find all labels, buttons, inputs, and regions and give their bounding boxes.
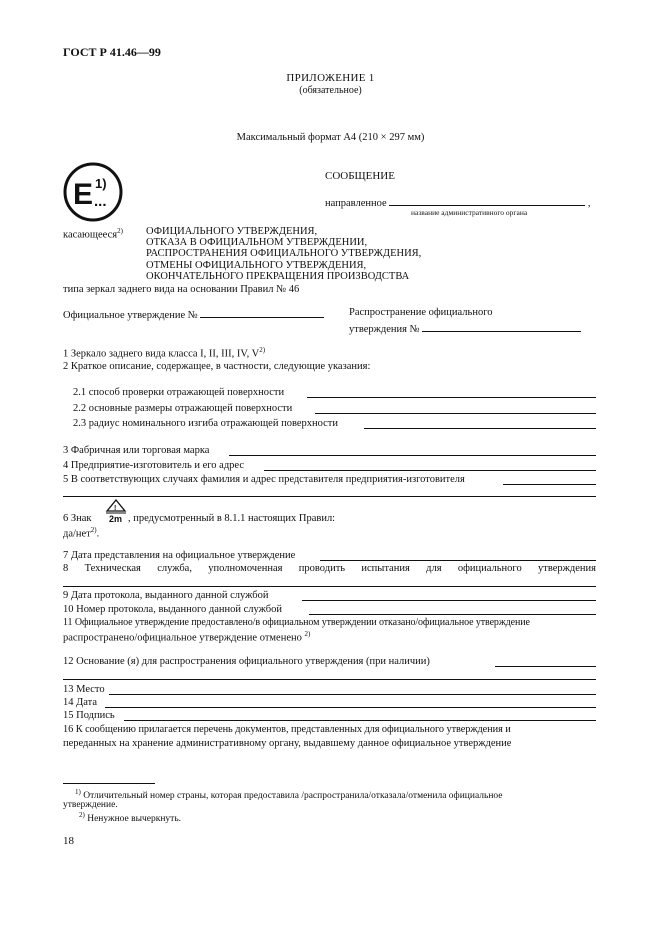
approval-number-line: Официальное утверждение № (63, 307, 324, 321)
item-9-label: 9 Дата протокола, выданного данной службой (63, 590, 269, 601)
item-9-field[interactable] (302, 600, 596, 601)
item-2-1-label: 2.1 способ проверки отражающей поверхности (73, 387, 285, 398)
item-13-field[interactable] (109, 694, 596, 695)
extension-number-line: утверждения № (349, 321, 581, 335)
item-14-label: 14 Дата (63, 697, 98, 708)
concerning-label: касающееся$^{2)}$ (63, 227, 123, 241)
item-5-field[interactable] (503, 484, 596, 485)
item-6-text: , предусмотренный в 8.1.1 настоящих Правил: (128, 513, 336, 524)
item-7-field[interactable] (320, 560, 596, 561)
item-14-field[interactable] (105, 707, 596, 708)
item-11-line-b: распространено/официальное утверждение отменено $^{2)}$ (63, 630, 311, 644)
type-line: типа зеркал заднего вида на основании Правил № 46 (63, 284, 300, 295)
page-number: 18 (63, 835, 74, 847)
document-header: ГОСТ Р 41.46—99 (63, 45, 161, 59)
item-2: 2 Краткое описание, содержащее, в частности, следующие указания: (63, 361, 371, 372)
item-4-field[interactable] (264, 470, 596, 471)
e-mark-letter: E (73, 178, 94, 211)
footnote-2: $^{2)}$ Ненужное вычеркнуть. (79, 811, 182, 825)
item-1: 1 Зеркало заднего вида класса I, II, III, IV, $V^{2)}$ (63, 346, 266, 360)
recipient-caption: название административного органа (411, 208, 528, 217)
item-4-label: 4 Предприятие-изготовитель и его адрес (63, 460, 245, 471)
appendix-title: ПРИЛОЖЕНИЕ 1 (286, 72, 375, 84)
subject-item: ОКОНЧАТЕЛЬНОГО ПРЕКРАЩЕНИЯ ПРОИЗВОДСТВА (146, 270, 410, 282)
item-2-3-label: 2.3 радиус номинального изгиба отражающей поверхности (73, 418, 339, 429)
e-mark-dots: ... (94, 193, 107, 210)
footnote-1: $^{1)}$ Отличительный номер страны, которая предоставила /распространила/отказала/отменила официальное (75, 788, 503, 802)
item-16-line-a: 16 К сообщению прилагается перечень документов, представленных для официального утверждения и (63, 724, 511, 735)
item-16-line-b: переданных на хранение административному органу, выдавшему данное официальное утверждение (63, 738, 512, 749)
sent-to-comma: , (587, 198, 591, 209)
item-12-field-continued[interactable] (63, 679, 596, 680)
sent-to-line (325, 195, 591, 209)
item-6-label: 6 Знак (63, 513, 92, 524)
approval-number-field[interactable] (200, 307, 324, 318)
item-5-label: 5 В соответствующих случаях фамилия и адрес представителя предприятия-изготовителя (63, 474, 465, 485)
item-12-label: 12 Основание (я) для распространения официального утверждения (при наличии) (63, 656, 430, 667)
item-10-field[interactable] (309, 614, 596, 615)
e-mark-icon (63, 162, 123, 222)
warning-2m-label: 2m (109, 514, 123, 523)
item-2-3-field[interactable] (364, 428, 596, 429)
subject-item: РАСПРОСТРАНЕНИЯ ОФИЦИАЛЬНОГО УТВЕРЖДЕНИЯ, (146, 248, 422, 260)
item-6-yes-no[interactable]: да/нет$^{2)}$. (63, 526, 100, 540)
footnote-1-continued: утверждение. (63, 800, 118, 810)
item-8-label: 8 Техническая служба, уполномоченная проводить испытания для официального утверждения (63, 563, 596, 574)
svg-text:!: ! (114, 505, 117, 512)
appendix-status: (обязательное) (299, 85, 362, 96)
format-note: Максимальный формат А4 (210 × 297 мм) (236, 132, 425, 143)
item-15-field[interactable] (124, 720, 596, 721)
footnote-separator (63, 783, 155, 784)
recipient-field[interactable] (389, 195, 585, 206)
item-2-1-field[interactable] (307, 397, 596, 398)
item-3-field[interactable] (229, 455, 596, 456)
sent-to-label: направленное (325, 198, 387, 209)
extension-label-a: Распространение официального (349, 307, 493, 318)
message-title: СООБЩЕНИЕ (325, 170, 395, 182)
item-2-2-label: 2.2 основные размеры отражающей поверхности (73, 403, 293, 414)
subject-item: ОТКАЗА В ОФИЦИАЛЬНОМ УТВЕРЖДЕНИИ, (146, 237, 368, 249)
item-8-field[interactable] (63, 586, 596, 587)
warning-2m-icon (105, 499, 127, 523)
item-15-label: 15 Подпись (63, 710, 115, 721)
item-11-line-a: 11 Официальное утверждение предоставлено/в официальном утверждении отказано/официальное утверждение (63, 617, 530, 628)
item-7-label: 7 Дата представления на официальное утверждение (63, 550, 296, 561)
item-2-2-field[interactable] (315, 413, 596, 414)
item-3-label: 3 Фабричная или торговая марка (63, 445, 210, 456)
subject-item: ОТМЕНЫ ОФИЦИАЛЬНОГО УТВЕРЖДЕНИЯ, (146, 259, 367, 271)
item-13-label: 13 Место (63, 684, 105, 695)
item-10-label: 10 Номер протокола, выданного данной службой (63, 604, 282, 615)
item-5-field-continued[interactable] (63, 496, 596, 497)
subjects-list (146, 226, 466, 282)
item-12-field[interactable] (495, 666, 596, 667)
subject-item: ОФИЦИАЛЬНОГО УТВЕРЖДЕНИЯ, (146, 226, 318, 237)
e-mark-sup: 1) (95, 176, 107, 191)
extension-number-field[interactable] (422, 321, 581, 332)
